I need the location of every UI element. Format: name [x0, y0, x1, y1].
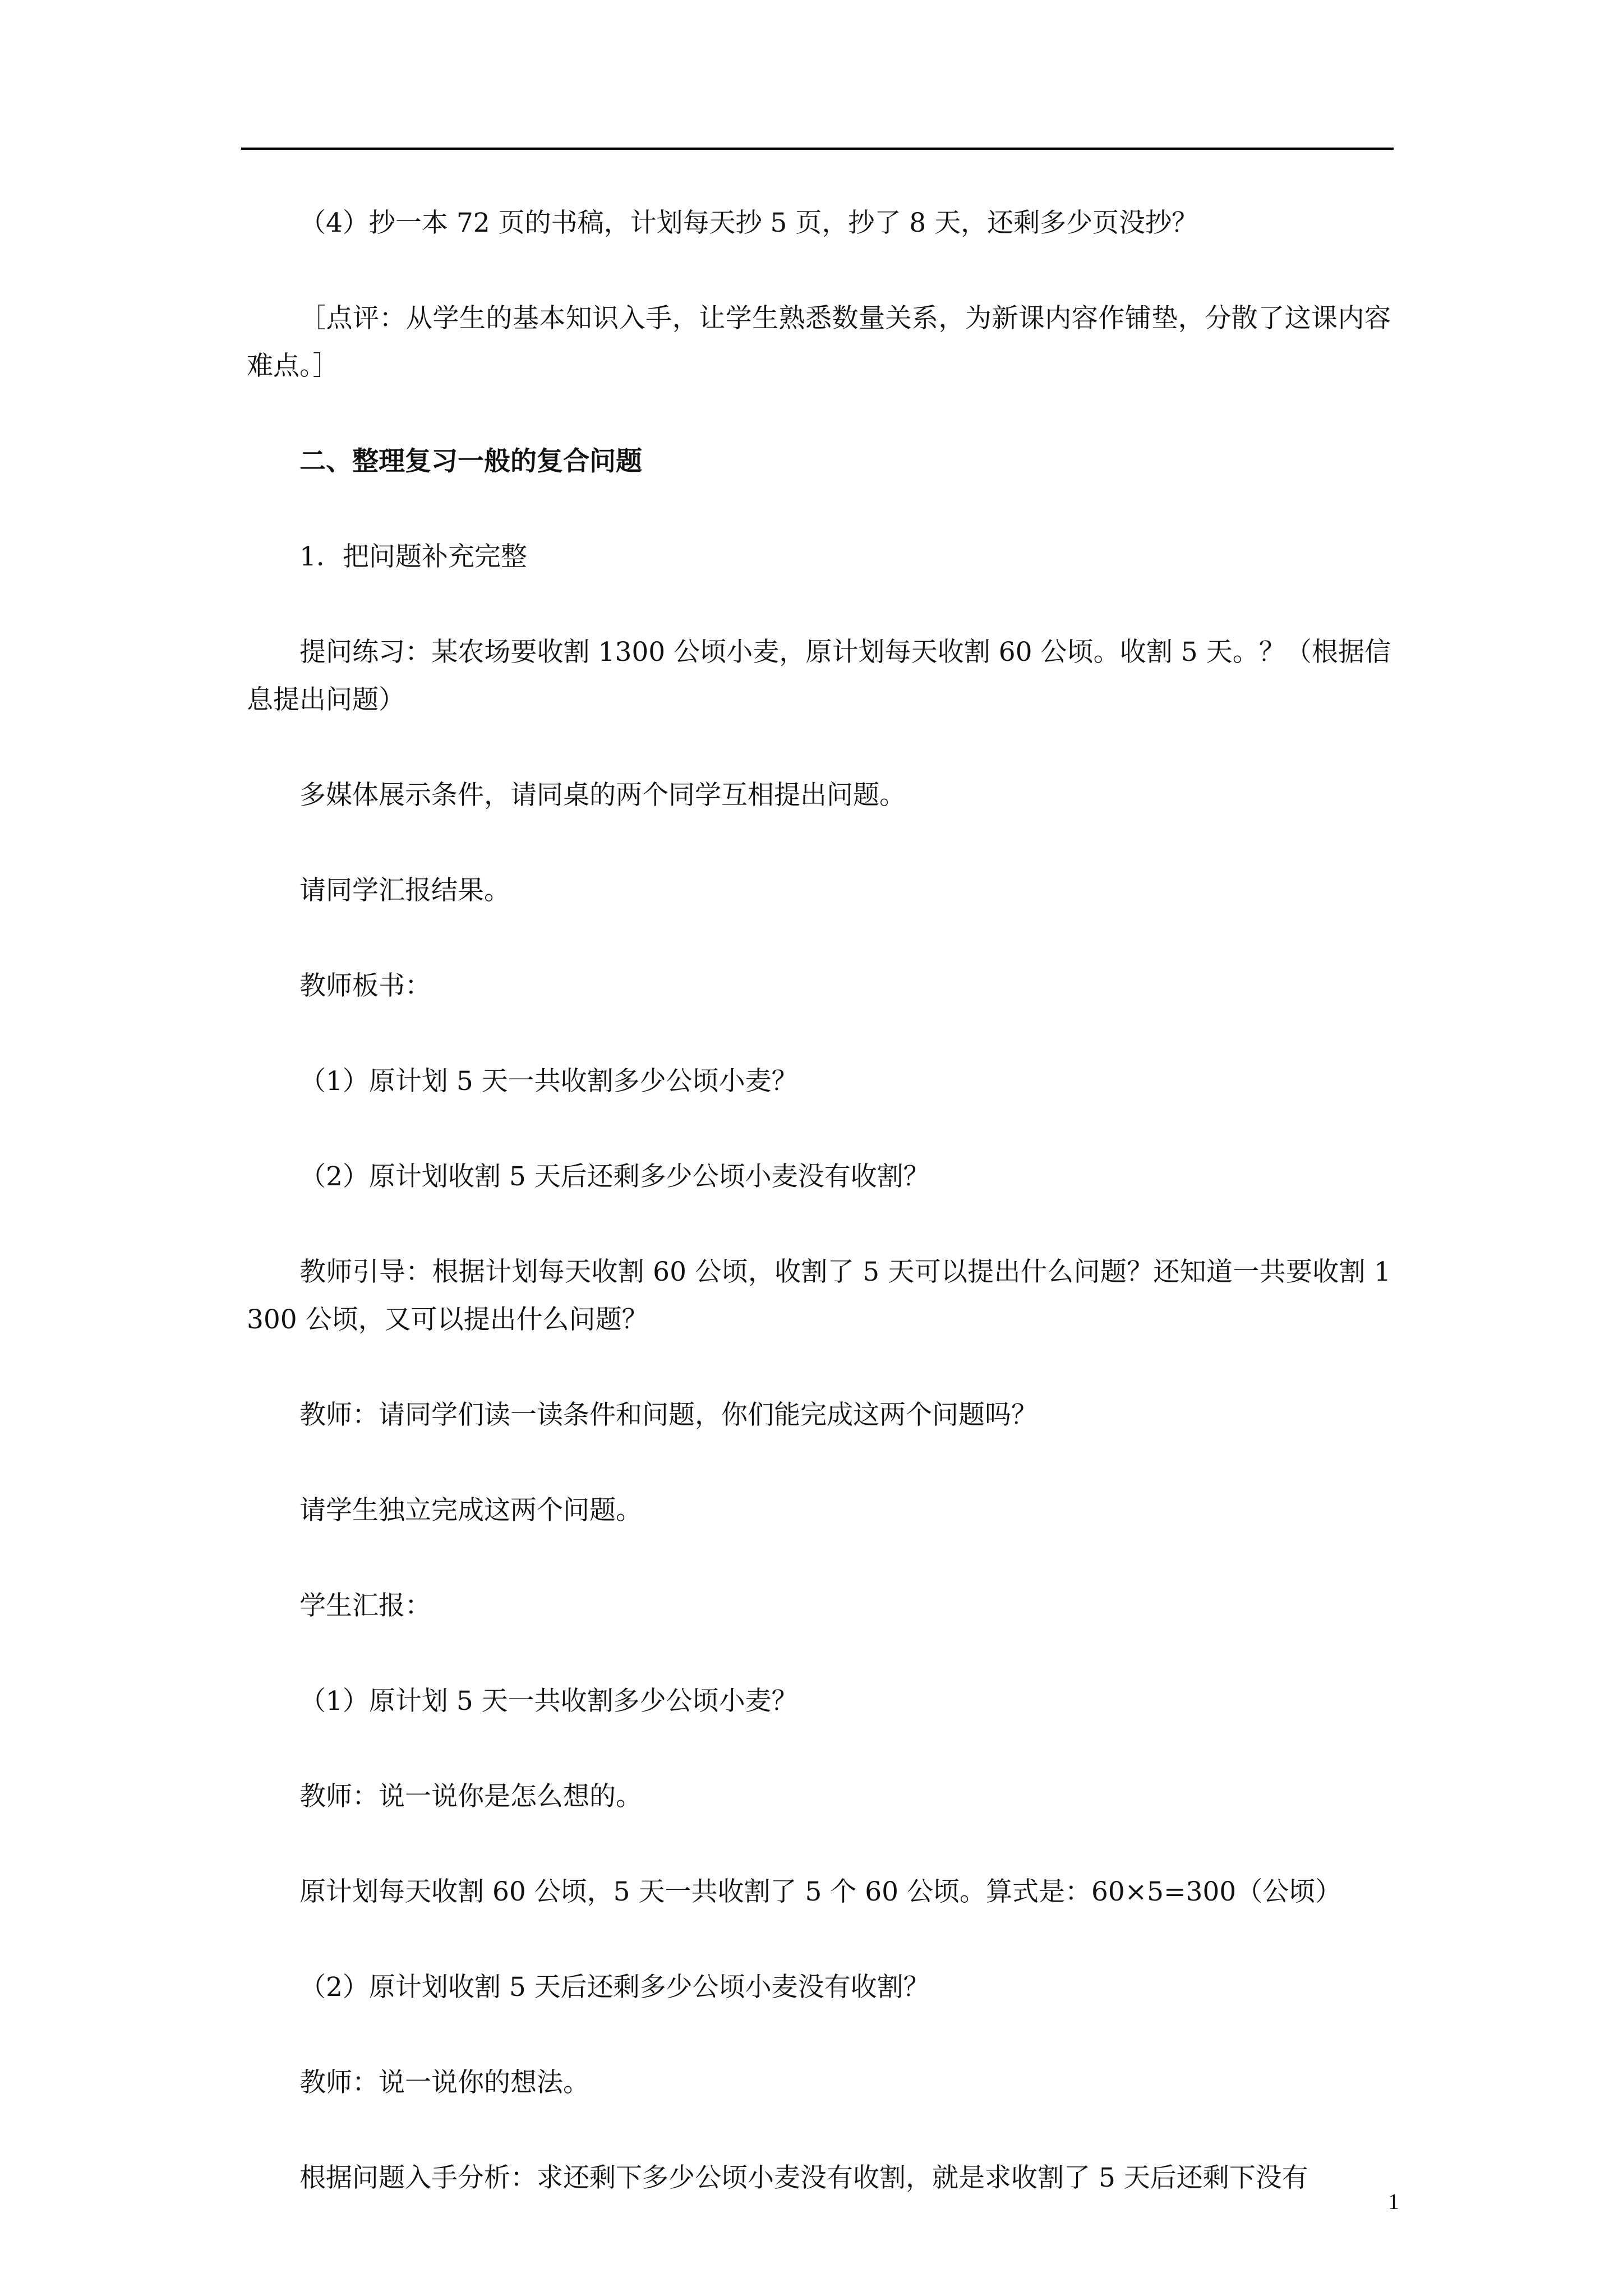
paragraph: 教师：说一说你是怎么想的。: [299, 1781, 642, 1812]
paragraph: （1）原计划 5 天一共收割多少公顷小麦？: [299, 1686, 798, 1717]
paragraph: 多媒体展示条件，请同桌的两个同学互相提出问题。: [299, 780, 906, 811]
paragraph: （1）原计划 5 天一共收割多少公顷小麦？: [299, 1066, 798, 1097]
paragraph: 根据问题入手分析：求还剩下多少公顷小麦没有收割，就是求收割了 5 天后还剩下没有: [299, 2162, 1308, 2193]
paragraph: 教师：说一说你的想法。: [299, 2067, 589, 2098]
header-rule: [241, 148, 1394, 150]
paragraph: 请学生独立完成这两个问题。: [299, 1495, 642, 1526]
paragraph: 学生汇报：: [299, 1590, 431, 1621]
paragraph: 提问练习：某农场要收割 1300 公顷小麦，原计划每天收割 60 公顷。收割 5 天。？（根据信息提出问题）: [247, 637, 1391, 715]
paragraph: 原计划每天收割 60 公顷，5 天一共收割了 5 个 60 公顷。算式是：60×5=300（公顷）: [299, 1876, 1342, 1907]
paragraph: （2）原计划收割 5 天后还剩多少公顷小麦没有收割？: [299, 1161, 930, 1192]
paragraph: （2）原计划收割 5 天后还剩多少公顷小麦没有收割？: [299, 1972, 930, 2003]
section-heading: 二、整理复习一般的复合问题: [299, 446, 642, 477]
paragraph: ［点评：从学生的基本知识入手，让学生熟悉数量关系，为新课内容作铺垫，分散了这课内容难点。］: [247, 303, 1391, 381]
paragraph: （4）抄一本 72 页的书稿，计划每天抄 5 页，抄了 8 天，还剩多少页没抄？: [299, 208, 1198, 238]
paragraph: 1．把问题补充完整: [299, 541, 527, 572]
paragraph: 教师板书：: [299, 970, 431, 1001]
page-number: 1: [1388, 2189, 1399, 2214]
paragraph: 请同学汇报结果。: [299, 875, 510, 906]
document-body: [247, 199, 1391, 2249]
paragraph: 教师：请同学们读一读条件和问题，你们能完成这两个问题吗？: [299, 1400, 1038, 1430]
paragraph: 教师引导：根据计划每天收割 60 公顷，收割了 5 天可以提出什么问题？还知道一共要收割 1300 公顷，又可以提出什么问题？: [247, 1257, 1391, 1335]
